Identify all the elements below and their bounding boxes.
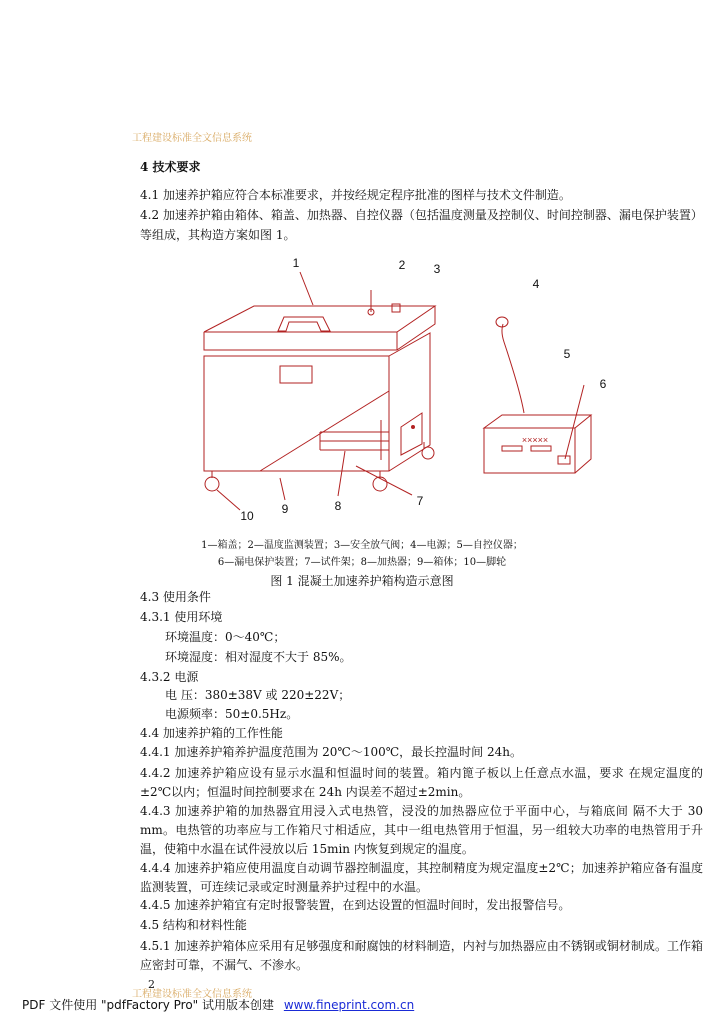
lid-front [204, 332, 397, 350]
side-panel [401, 413, 422, 455]
pdf-footer [22, 996, 414, 1013]
watermark-bottom: 工程建设标准全文信息系统 [132, 989, 252, 1000]
label-2: 2 [398, 258, 406, 272]
watermark-top: 工程建设标准全文信息系统 [132, 133, 252, 144]
paragraph-4-4-2: 4.4.2 加速养护箱应设有显示水温和恒温时间的装置。箱内篦子板以上任意点水温，要求 在规定温度的±2℃以内；恒温时间控制要求在 24h 内误差不超过±2min。 [140, 766, 703, 799]
section-4-title: 4 技术要求 [140, 160, 201, 174]
power-cable [502, 324, 524, 413]
controller-readout-2 [531, 446, 551, 451]
label-10: 10 [240, 509, 254, 523]
section-4-4-heading: 4.4 加速养护箱的工作性能 [140, 726, 283, 740]
label-7: 7 [416, 494, 424, 508]
cutaway-edge [260, 391, 389, 471]
section-4-5-heading: 4.5 结构和材料性能 [140, 918, 247, 932]
section-4-3-heading: 4.3 使用条件 [140, 590, 211, 604]
section-4-3-2-heading: 4.3.2 电源 [140, 670, 199, 684]
figure-title: 图 1 混凝土加速养护箱构造示意图 [270, 574, 454, 588]
paragraph-4-4-5: 4.4.5 加速养护箱宜有定时报警装置，在到达设置的恒温时间时，发出报警信号。 [140, 898, 571, 912]
leakage-switch [558, 456, 570, 464]
power-frequency: 电源频率：50±0.5Hz。 [165, 707, 299, 721]
safety-valve [392, 304, 400, 312]
env-temperature: 环境温度：0～40℃； [165, 630, 286, 644]
caster-left [205, 477, 219, 491]
paragraph-4-4-3: 4.4.3 加速养护箱的加热器宜用浸入式电热管，浸没的加热器应位于平面中心，与箱底间 隔不大于 30 mm。电热管的功率应与工作箱尺寸相适应，其中一组电热管用于恒温，另一组较大功率的电热管用于升温，使箱中水温在试件浸放以后 15min 内恢复到规定的温度。 [140, 804, 703, 856]
controller-marks: ××××× [521, 435, 549, 445]
lid-handle [278, 317, 330, 331]
label-4: 4 [532, 277, 540, 291]
body-front [204, 356, 389, 471]
paragraph-4-2-line1: 4.2 加速养护箱由箱体、箱盖、加热器、自控仪器（包括温度测量及控制仪、时间控制器、漏电保护装置） [140, 208, 703, 222]
paragraph-4-4-1: 4.4.1 加速养护箱养护温度范围为 20℃～100℃，最长控温时间 24h。 [140, 745, 522, 759]
paragraph-4-4-4: 4.4.4 加速养护箱应使用温度自动调节器控制温度，其控制精度为规定温度±2℃；加速养护箱应备有温度监测装置，可连续记录或定时测量养护过程中的水温。 [140, 861, 703, 894]
power-voltage: 电 压：380±38V 或 220±22V； [165, 688, 351, 702]
fineprint-link[interactable]: www.fineprint.com.cn [283, 998, 415, 1012]
caster-back [422, 447, 434, 459]
env-humidity: 环境湿度：相对湿度不大于 85%。 [165, 650, 352, 664]
curing-chamber-figure [190, 250, 610, 525]
label-9: 9 [281, 502, 289, 516]
figure-legend-line2: 6—漏电保护装置；7—试件架；8—加热器；9—箱体；10—脚轮 [217, 557, 507, 568]
pdf-footer-text: PDF 文件使用 "pdfFactory Pro" 试用版本创建 [22, 998, 275, 1012]
paragraph-4-5-1: 4.5.1 加速养护箱体应采用有足够强度和耐腐蚀的材料制造，内衬与加热器应由不锈钢或铜材制成。工作箱应密封可靠，不漏气、不渗水。 [140, 939, 703, 972]
display-window [280, 366, 312, 383]
section-4-3-1-heading: 4.3.1 使用环境 [140, 610, 223, 624]
caster-right [373, 477, 387, 491]
label-6: 6 [599, 377, 607, 391]
label-1: 1 [292, 256, 300, 270]
label-5: 5 [563, 347, 571, 361]
label-8: 8 [334, 499, 342, 513]
page-number: 2 [148, 978, 155, 991]
label-3: 3 [433, 262, 441, 276]
power-plug [496, 317, 508, 327]
figure-legend-line1: 1—箱盖；2—温度监测装置；3—安全放气阀；4—电源；5—自控仪器； [201, 540, 523, 551]
paragraph-4-2-line2: 等组成，其构造方案如图 1。 [140, 228, 296, 242]
paragraph-4-1: 4.1 加速养护箱应符合本标准要求，并按经规定程序批准的图样与技术文件制造。 [140, 188, 571, 202]
controller-side [575, 415, 591, 473]
controller-readout-1 [502, 446, 522, 451]
